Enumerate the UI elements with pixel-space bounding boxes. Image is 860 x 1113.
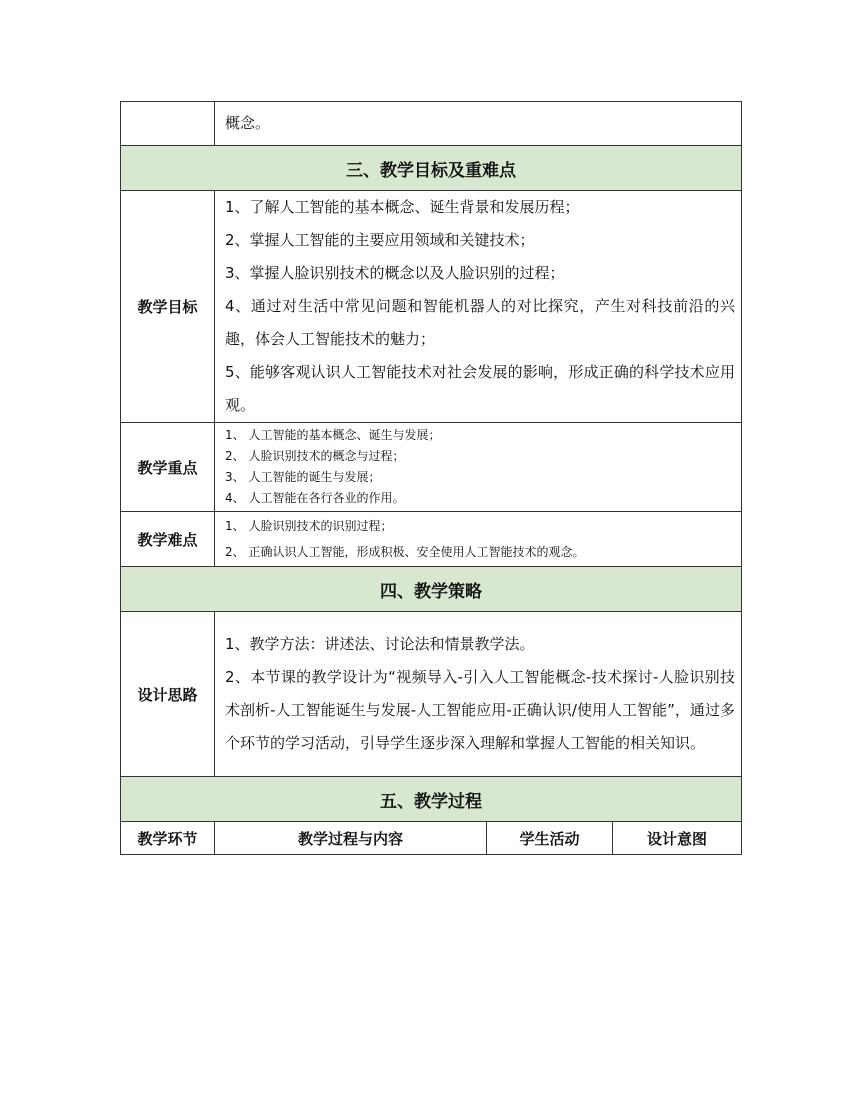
objectives-row — [121, 191, 742, 423]
objective-item: 5、能够客观认识人工智能技术对社会发展的影响，形成正确的科学技术应用观。 — [225, 363, 735, 414]
objectives-content — [215, 191, 742, 423]
header-student-activity: 学生活动 — [487, 822, 613, 855]
key-points-content — [215, 423, 742, 512]
key-point-item: 4、 人工智能在各行各业的作用。 — [225, 491, 405, 505]
section-title-strategy: 四、教学策略 — [121, 567, 742, 612]
difficulty-item: 1、 人脸识别技术的识别过程； — [225, 519, 393, 533]
key-point-item: 2、 人脸识别技术的概念与过程； — [225, 449, 405, 463]
difficulties-content — [215, 512, 742, 567]
section-title-process: 五、教学过程 — [121, 777, 742, 822]
design-content — [215, 612, 742, 777]
difficulties-row — [121, 512, 742, 567]
objective-item: 2、掌握人工智能的主要应用领域和关键技术； — [225, 231, 535, 249]
section-title-objectives: 三、教学目标及重难点 — [121, 146, 742, 191]
difficulty-item: 2、 正确认识人工智能，形成积极、安全使用人工智能技术的观念。 — [225, 545, 585, 559]
continuation-content: 概念。 — [215, 102, 742, 146]
objective-item: 1、了解人工智能的基本概念、诞生背景和发展历程； — [225, 198, 580, 216]
header-design-intent: 设计意图 — [613, 822, 742, 855]
continuation-label-cell — [121, 102, 215, 146]
continuation-row — [121, 102, 742, 146]
key-point-item: 1、 人工智能的基本概念、诞生与发展； — [225, 428, 441, 442]
section-row-process — [121, 777, 742, 822]
design-label: 设计思路 — [121, 612, 215, 777]
section-row-strategy — [121, 567, 742, 612]
difficulties-label: 教学难点 — [121, 512, 215, 567]
lesson-plan-table — [120, 101, 742, 855]
key-points-row — [121, 423, 742, 512]
key-point-item: 3、 人工智能的诞生与发展； — [225, 470, 381, 484]
header-stage: 教学环节 — [121, 822, 215, 855]
key-points-label: 教学重点 — [121, 423, 215, 512]
design-item: 2、本节课的教学设计为“视频导入-引入人工智能概念-技术探讨-人脸识别技术剖析-人工智能诞生与发展-人工智能应用-正确认识/使用人工智能”，通过多个环节的学习活动，引导学生逐步深入理解和掌握人工智能的相关知识。 — [225, 668, 735, 752]
objectives-label: 教学目标 — [121, 191, 215, 423]
process-header-row — [121, 822, 742, 855]
objective-item: 3、掌握人脸识别技术的概念以及人脸识别的过程； — [225, 264, 565, 282]
section-row-objectives — [121, 146, 742, 191]
design-row — [121, 612, 742, 777]
design-item: 1、教学方法：讲述法、讨论法和情景教学法。 — [225, 635, 535, 653]
objective-item: 4、通过对生活中常见问题和智能机器人的对比探究，产生对科技前沿的兴趣，体会人工智能技术的魅力； — [225, 297, 735, 348]
header-process-content: 教学过程与内容 — [215, 822, 487, 855]
